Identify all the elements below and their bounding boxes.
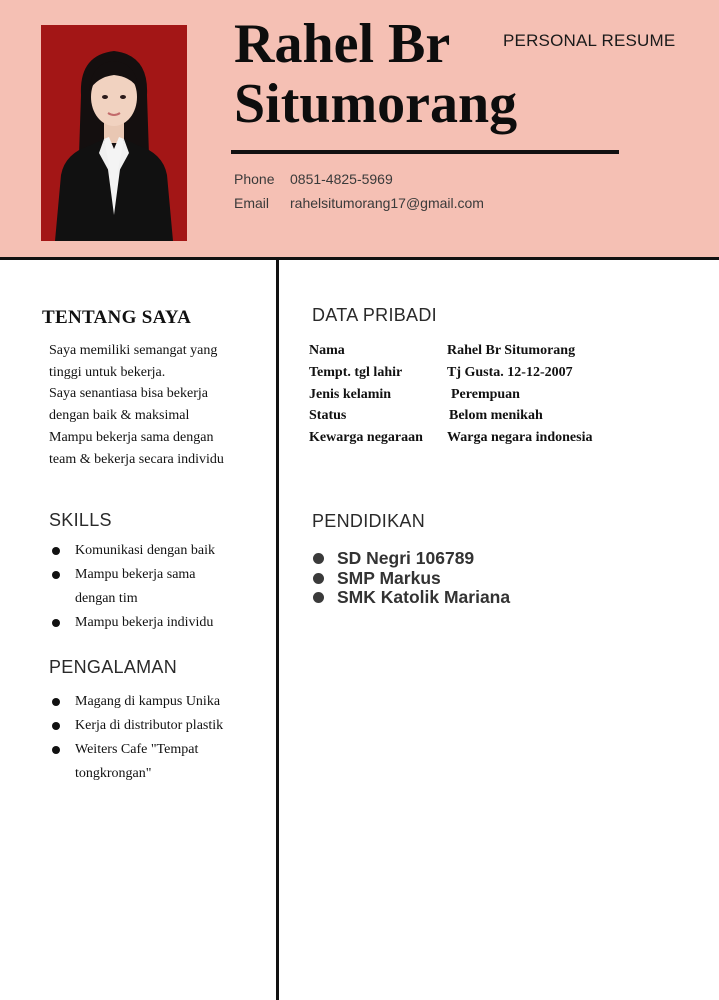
bullet-icon — [313, 553, 324, 564]
experience-title: PENGALAMAN — [49, 657, 178, 677]
skills-list — [49, 539, 265, 635]
phone-row — [234, 171, 393, 187]
name-line-2: Situmorang — [234, 73, 518, 135]
experience-item: Weiters Cafe "Tempat tongkrongan" — [49, 738, 225, 786]
about-line: team & bekerja secara individu — [49, 451, 224, 467]
about-line: Saya memiliki semangat yang — [49, 343, 218, 358]
experience-item: Kerja di distributor plastik — [49, 714, 265, 738]
education-item: SD Negri 106789 — [313, 549, 510, 569]
about-line: dengan baik & maksimal — [49, 408, 190, 424]
email-value: rahelsitumorang17@gmail.com — [290, 195, 484, 211]
name-line-1: Rahel Br — [234, 13, 451, 75]
education-item: SMP Markus — [313, 569, 510, 589]
header-divider — [0, 257, 719, 260]
bullet-icon — [52, 698, 60, 706]
full-name — [234, 14, 517, 134]
phone-label: Phone — [234, 171, 275, 187]
experience-item: Magang di kampus Unika — [49, 690, 265, 714]
skills-title: SKILLS — [49, 510, 112, 530]
about-text — [49, 340, 269, 470]
email-label: Email — [234, 195, 270, 211]
education-list — [313, 549, 510, 608]
about-line: Mampu bekerja sama dengan — [49, 429, 214, 445]
skill-item: Mampu bekerja sama dengan tim — [49, 563, 225, 611]
profile-photo — [41, 25, 187, 241]
bullet-icon — [52, 547, 60, 555]
resume-label: PERSONAL RESUME — [503, 31, 676, 50]
education-title: PENDIDIKAN — [312, 511, 426, 531]
bullet-icon — [313, 592, 324, 603]
education-item: SMK Katolik Mariana — [313, 588, 510, 608]
experience-list — [49, 690, 265, 786]
bullet-icon — [52, 722, 60, 730]
bullet-icon — [52, 619, 60, 627]
bullet-icon — [52, 571, 60, 579]
about-title: TENTANG SAYA — [42, 307, 192, 328]
name-underline — [231, 150, 619, 154]
about-line: Saya senantiasa bisa bekerja — [49, 386, 208, 402]
header-banner — [0, 0, 719, 258]
skill-item: Mampu bekerja individu — [49, 611, 265, 635]
phone-value: 0851-4825-5969 — [290, 171, 393, 187]
skill-item: Komunikasi dengan baik — [49, 539, 265, 563]
email-row — [234, 195, 484, 211]
column-divider — [276, 258, 279, 1000]
bullet-icon — [52, 746, 60, 754]
profile-photo-illustration — [41, 25, 187, 241]
bullet-icon — [313, 573, 324, 584]
about-line: tinggi untuk bekerja. — [49, 364, 166, 380]
personal-data-title: DATA PRIBADI — [312, 305, 437, 325]
